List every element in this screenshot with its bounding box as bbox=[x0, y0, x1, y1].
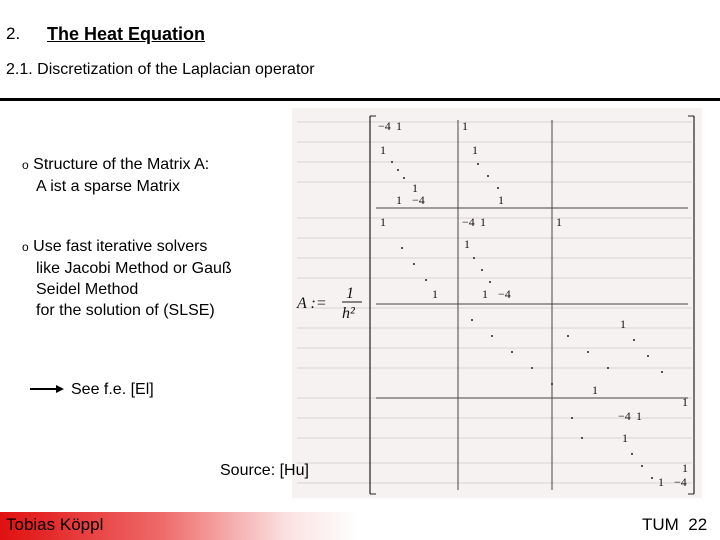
bullet-iterative-solvers bbox=[22, 236, 232, 321]
matrix-entry: 1 bbox=[464, 237, 470, 251]
bullet-line: Use fast iterative solvers bbox=[33, 238, 208, 255]
matrix-entry: 1 bbox=[620, 317, 626, 331]
fraction-denominator: h² bbox=[342, 305, 355, 322]
matrix-entry: −4 bbox=[412, 193, 425, 207]
matrix-label: A := bbox=[297, 295, 327, 312]
footer-org: TUM bbox=[642, 515, 679, 534]
section-number: 2. bbox=[6, 24, 21, 43]
matrix-entry: 1 bbox=[682, 461, 688, 475]
footer-author: Tobias Köppl bbox=[6, 515, 104, 534]
matrix-entry: −4 bbox=[498, 287, 511, 301]
matrix-entry: −4 bbox=[618, 409, 631, 423]
matrix-entry: 1 bbox=[472, 143, 478, 157]
bullet-line: like Jacobi Method or Gauß bbox=[36, 260, 232, 277]
bullet-marker: o bbox=[22, 158, 29, 172]
matrix-entry: 1 bbox=[380, 143, 386, 157]
header-divider bbox=[0, 98, 720, 101]
matrix-entry: −4 bbox=[462, 215, 475, 229]
matrix-entry: 1 bbox=[556, 215, 562, 229]
slide-title: The Heat Equation bbox=[47, 24, 206, 44]
matrix-entry: 1 bbox=[380, 215, 386, 229]
bullet-matrix-structure bbox=[22, 154, 209, 197]
matrix-entry: 1 bbox=[462, 119, 468, 133]
bullet-line: for the solution of (SLSE) bbox=[36, 302, 215, 319]
fraction-numerator: 1 bbox=[346, 285, 354, 302]
matrix-entry: 1 bbox=[682, 395, 688, 409]
matrix-scan-image bbox=[292, 108, 702, 498]
matrix-entry: 1 bbox=[592, 383, 598, 397]
matrix-entry: 1 bbox=[658, 475, 664, 489]
matrix-entry: 1 bbox=[622, 431, 628, 445]
slide-subtitle: 2.1. Discretization of the Laplacian operator bbox=[6, 61, 315, 78]
image-source-caption: Source: [Hu] bbox=[220, 462, 309, 479]
matrix-entry: 1 bbox=[432, 287, 438, 301]
matrix-entry: −4 bbox=[378, 119, 391, 133]
arrow-right-icon bbox=[30, 383, 64, 395]
bullet-line: Seidel Method bbox=[36, 281, 139, 298]
matrix-entry: 1 bbox=[396, 193, 402, 207]
bullet-line: Structure of the Matrix A: bbox=[33, 156, 210, 173]
bullet-marker: o bbox=[22, 240, 29, 254]
matrix-entry: −4 bbox=[674, 475, 687, 489]
bullet-line: A ist a sparse Matrix bbox=[36, 178, 181, 195]
block-matrix bbox=[292, 108, 702, 498]
footer-org-page bbox=[642, 515, 707, 535]
matrix-entry: 1 bbox=[480, 215, 486, 229]
reference-note: See f.e. [El] bbox=[71, 381, 154, 398]
matrix-entry: 1 bbox=[396, 119, 402, 133]
page-number: 22 bbox=[688, 515, 708, 534]
matrix-entry: 1 bbox=[498, 193, 504, 207]
matrix-entry: 1 bbox=[636, 409, 642, 423]
matrix-entry: 1 bbox=[482, 287, 488, 301]
matrix-entry: 1 bbox=[412, 181, 418, 195]
